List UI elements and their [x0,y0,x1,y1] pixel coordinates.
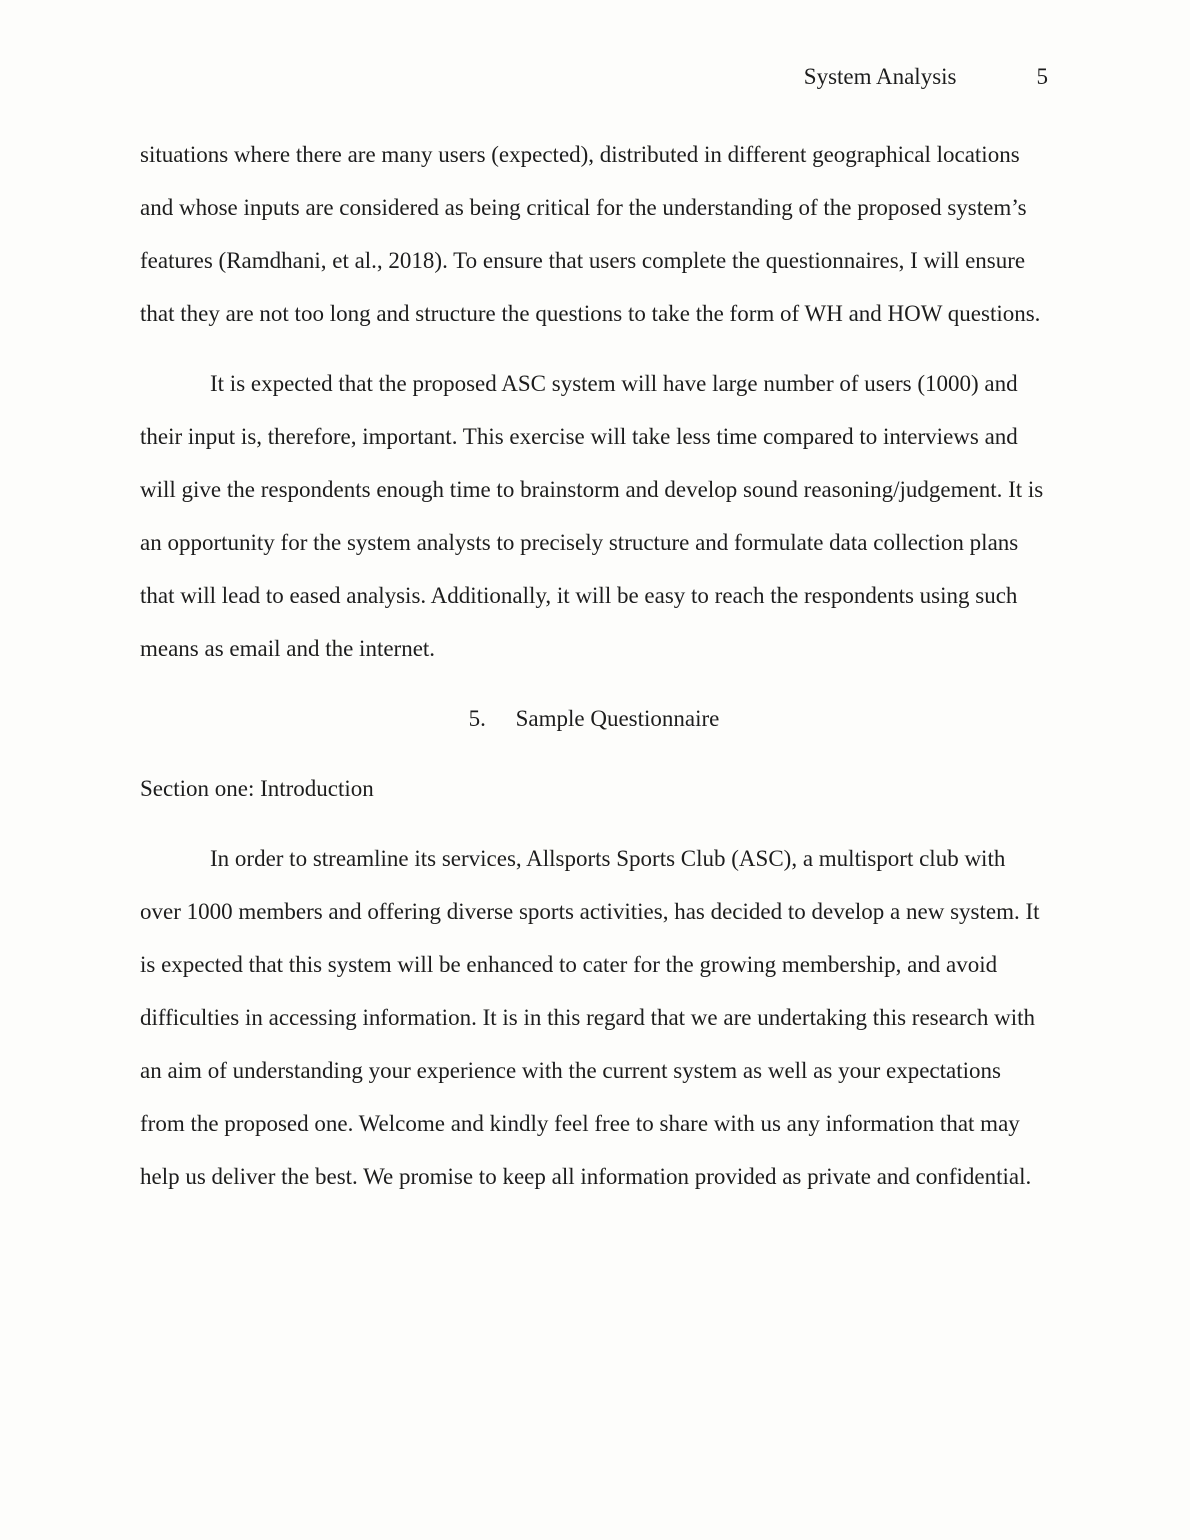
section-label: Section one: Introduction [140,776,374,801]
running-head: System Analysis [803,64,957,89]
heading-title: Sample Questionnaire [515,706,720,731]
section-heading [140,692,1048,745]
paragraph-introduction: In order to streamline its services, Allsports Sports Club (ASC), a multisport club with over 1000 members and offering diverse sports activities, has decided to develop a new system. It is expected that this system will be enhanced to cater for the growing membership, and avoid difficulties in accessing information. It is in this regard that we are undertaking this research with an aim of understanding your experience with the current system as well as your expectations from the proposed one. Welcome and kindly feel free to share with us any information that may help us deliver the best. We promise to keep all information provided as private and confidential. [140,846,1040,1189]
heading-number: 5. [468,706,486,731]
page-header [140,62,1048,92]
paragraph-situations: situations where there are many users (expected), distributed in different geographical locations and whose inputs are considered as being critical for the understanding of the proposed system’s features (Ramdhani, et al., 2018). To ensure that users complete the questionnaires, I will ensure that they are not too long and structure the questions to take the form of WH and HOW questions. [140,142,1041,326]
page-number: 5 [1036,64,1048,89]
paragraph-expected-users: It is expected that the proposed ASC system will have large number of users (1000) and their input is, therefore, important. This exercise will take less time compared to interviews and will give the respondents enough time to brainstorm and develop sound reasoning/judgement. It is an opportunity for the system analysts to precisely structure and formulate data collection plans that will lead to eased analysis. Additionally, it will be easy to reach the respondents using such means as email and the internet. [140,371,1044,661]
document-body [140,128,1048,1203]
